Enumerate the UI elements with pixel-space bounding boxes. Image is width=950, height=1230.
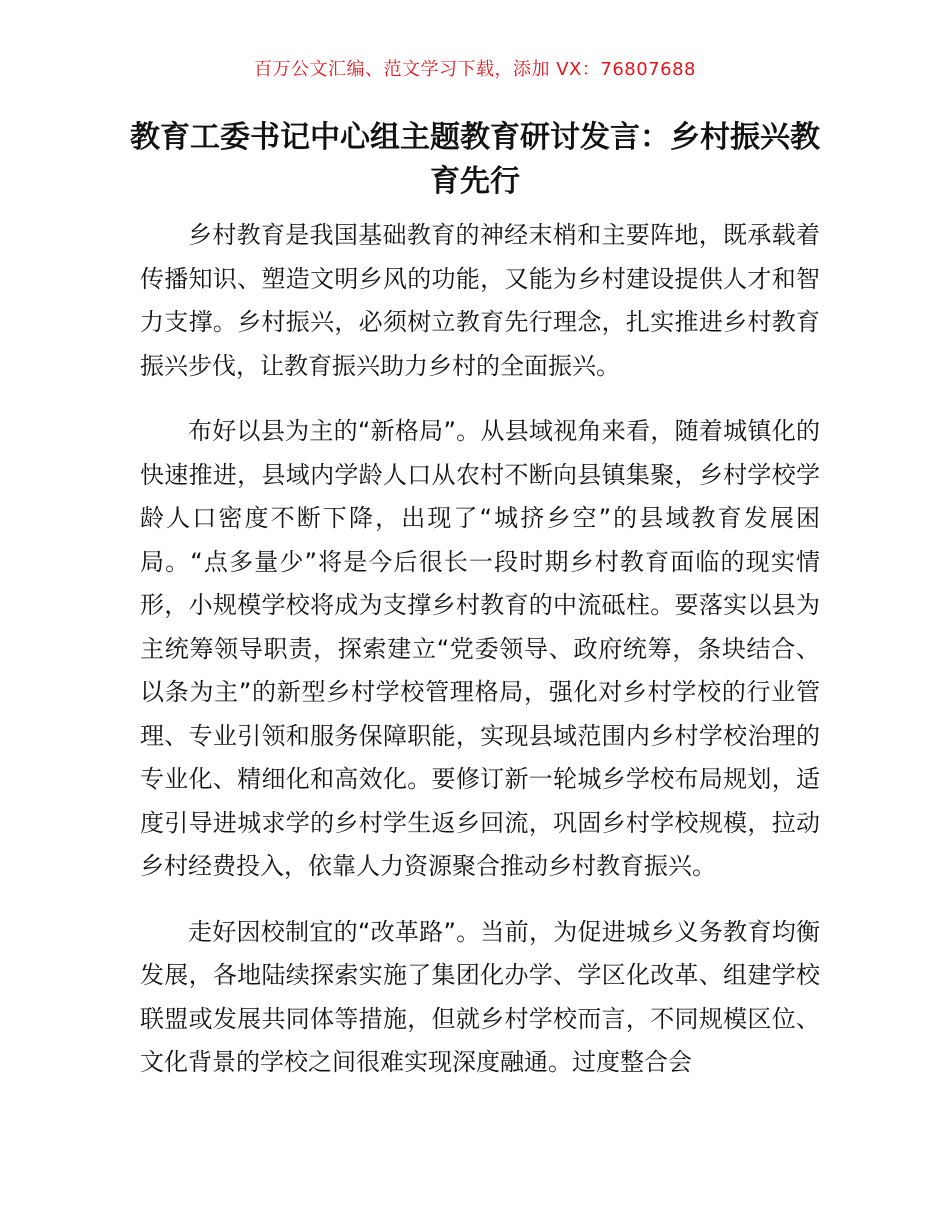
- promo-banner: 百万公文汇编、范文学习下载，添加 VX：76807688: [254, 59, 696, 80]
- page-title: 教育工委书记中心组主题教育研讨发言：乡村振兴教育先行: [130, 120, 820, 199]
- document-body: [140, 214, 820, 1107]
- paragraph-intro: 乡村教育是我国基础教育的神经末梢和主要阵地，既承载着传播知识、塑造文明乡风的功能，又能为乡村建设提供人才和智力支撑。乡村振兴，必须树立教育先行理念，扎实推进乡村教育振兴步伐，让教育振兴助力乡村的全面振兴。: [140, 221, 820, 380]
- paragraph-county-pattern: 布好以县为主的“新格局”。从县域视角来看，随着城镇化的快速推进，县域内学龄人口从农村不断向县镇集聚，乡村学校学龄人口密度不断下降，出现了“城挤乡空”的县域教育发展困局。“点多量少”将是今后很长一段时期乡村教育面临的现实情形，小规模学校将成为支撑乡村教育的中流砥柱。要落实以县为主统筹领导职责，探索建立“党委领导、政府统筹，条块结合、以条为主”的新型乡村学校管理格局，强化对乡村学校的行业管理、专业引领和服务保障职能，实现县域范围内乡村学校治理的专业化、精细化和高效化。要修订新一轮城乡学校布局规划，适度引导进城求学的乡村学生返乡回流，巩固乡村学校规模，拉动乡村经费投入，依靠人力资源聚合推动乡村教育振兴。: [140, 417, 820, 880]
- paragraph-reform-path: 走好因校制宜的“改革路”。当前，为促进城乡义务教育均衡发展，各地陆续探索实施了集团化办学、学区化改革、组建学校联盟或发展共同体等措施，但就乡村学校而言，不同规模区位、文化背景的学校之间很难实现深度融通。过度整合会: [140, 917, 820, 1076]
